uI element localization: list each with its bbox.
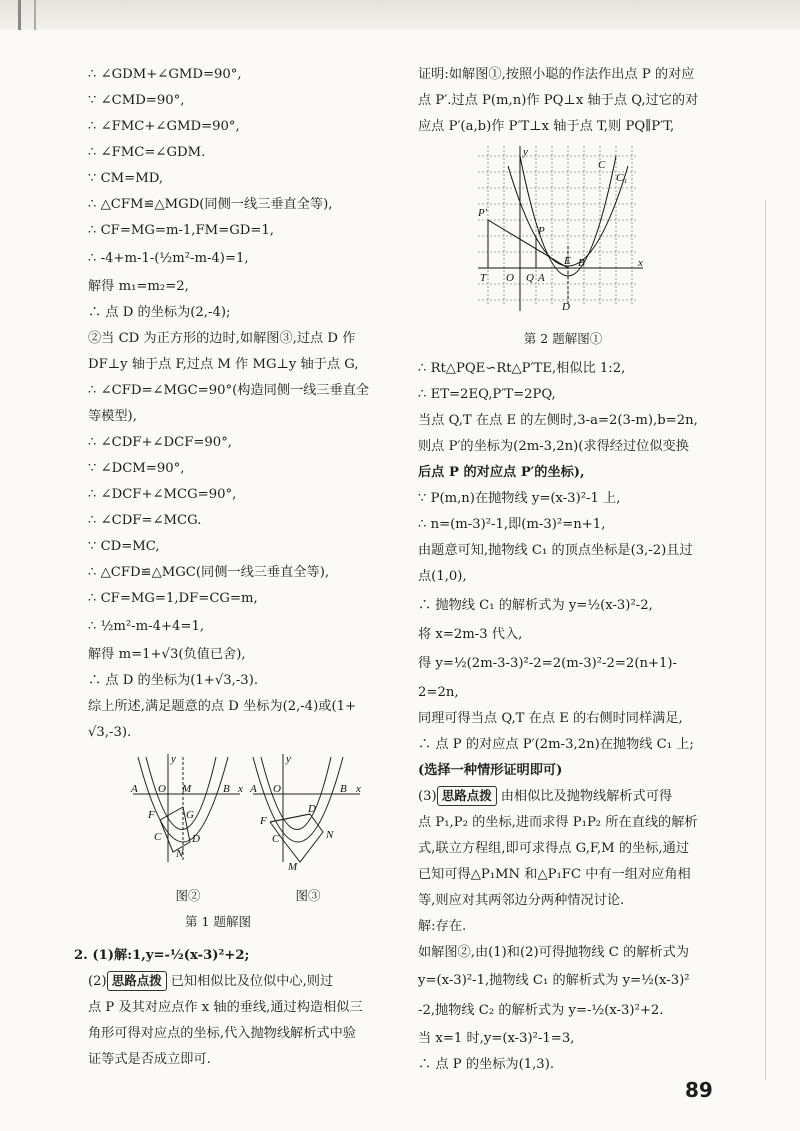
text-line: 证明:如解图①,按照小聪的作法作出点 P 的对应 xyxy=(418,67,695,82)
label-x: x xyxy=(638,257,643,269)
text-line: 如解图②,由(1)和(2)可得抛物线 C 的解析式为 xyxy=(418,945,690,960)
label-A: A xyxy=(250,783,257,795)
text-line: ∴ ∠CDF+∠DCF=90°, xyxy=(88,435,232,450)
text-line: 解得 m₁=m₂=2, xyxy=(88,279,189,294)
binding-mark xyxy=(34,0,36,30)
text-line: ∴ ET=2EQ,P′T=2PQ, xyxy=(418,387,556,402)
label-T: T xyxy=(480,272,487,284)
text-line: (2) 思路点拨 已知相似比及位似中心,则过 xyxy=(88,973,334,989)
text-line: ∴ 点 P 的对应点 P′(2m-3,2n)在抛物线 C₁ 上; xyxy=(418,737,694,752)
left-column xyxy=(74,62,388,1073)
text-line: 同理可得当点 Q,T 在点 E 的右侧时同样满足, xyxy=(418,711,683,726)
label-O: O xyxy=(273,783,281,795)
text-line: ∴ CF=MG=m-1,FM=GD=1, xyxy=(88,223,274,238)
text-line: 角形可得对应点的坐标,代入抛物线解析式中验 xyxy=(88,1026,356,1041)
label-x: x xyxy=(238,783,243,795)
figure-2-graph xyxy=(478,146,648,316)
text-line: ∴ -4+m-1-(½m²-m-4)=1, xyxy=(88,251,249,266)
text-line: ②当 CD 为正方形的边时,如解图③,过点 D 作 xyxy=(88,331,356,346)
label-A: A xyxy=(538,272,545,284)
text-line: 2. (1)解:1,y=-½(x-3)²+2; xyxy=(74,948,250,963)
label-D: D xyxy=(562,301,570,313)
text-line: 已知可得△P₁MN 和△P₁FC 中有一组对应角相 xyxy=(418,867,691,882)
scan-top-band xyxy=(0,0,800,30)
label-A: A xyxy=(131,783,138,795)
text-line: √3,-3). xyxy=(88,725,132,740)
text-line: ∵ CD=MC, xyxy=(88,539,160,554)
text-line: ∴ ∠FMC=∠GDM. xyxy=(88,145,206,160)
label-y: y xyxy=(171,753,176,765)
text-line: 得 y=½(2m-3-3)²-2=2(m-3)²-2=2(n+1)- xyxy=(418,656,678,671)
label-C: C xyxy=(272,833,280,845)
label-x: x xyxy=(356,783,361,795)
label-M: M xyxy=(288,861,298,873)
text-line: ∴ ∠GDM+∠GMD=90°, xyxy=(88,67,242,82)
text-line: (选择一种情形证明即可) xyxy=(418,763,563,778)
label-N: N xyxy=(176,848,184,860)
text-span: 已知相似比及位似中心,则过 xyxy=(170,974,334,989)
text-line: 当 x=1 时,y=(x-3)²-1=3, xyxy=(418,1031,575,1046)
text-line: ∵ ∠DCM=90°, xyxy=(88,461,185,476)
figure-caption: 第 2 题解图① xyxy=(523,331,603,346)
text-line: ∵ P(m,n)在抛物线 y=(x-3)²-1 上, xyxy=(418,491,621,506)
right-text-block xyxy=(418,356,718,784)
text-line: ∴ 抛物线 C₁ 的解析式为 y=½(x-3)²-2, xyxy=(418,598,653,613)
graph-3 xyxy=(253,754,360,862)
figure-2 xyxy=(478,146,648,352)
text-line: 式,联立方程组,即可求得点 G,F,M 的坐标,通过 xyxy=(418,841,690,856)
label-C1: C₁ xyxy=(616,172,628,184)
label-O: O xyxy=(158,783,166,795)
text-line: 将 x=2m-3 代入, xyxy=(418,627,523,642)
right-column xyxy=(418,62,718,1078)
label-B: B xyxy=(223,783,230,795)
label-B: B xyxy=(578,257,585,269)
text-line: ∴ ∠FMC+∠GMD=90°, xyxy=(88,119,240,134)
text-line: ∴ ½m²-m-4+4=1, xyxy=(88,619,205,634)
text-line: 当点 Q,T 在点 E 的左侧时,3-a=2(3-m),b=2n, xyxy=(418,413,698,428)
text-line: 解得 m=1+√3(负值已舍), xyxy=(88,647,246,662)
text-line: y=(x-3)²-1,抛物线 C₁ 的解析式为 y=½(x-3)² xyxy=(418,973,690,988)
label-y: y xyxy=(286,753,291,765)
text-line: 2=2n, xyxy=(418,685,459,700)
label-O: O xyxy=(506,272,514,284)
text-line: -2,抛物线 C₂ 的解析式为 y=-½(x-3)²+2. xyxy=(418,1003,664,1018)
page-edge-line xyxy=(765,200,766,1080)
text-line: ∴ 点 D 的坐标为(2,-4); xyxy=(88,305,231,320)
text-line: ∴ ∠CFD=∠MGC=90°(构造同侧一线三垂直全 xyxy=(88,383,370,398)
text-line: ∵ ∠CMD=90°, xyxy=(88,93,185,108)
text-line: ∵ CM=MD, xyxy=(88,171,164,186)
label-C: C xyxy=(598,159,606,171)
question-3-block xyxy=(418,784,718,1078)
label-y: y xyxy=(523,146,528,158)
text-line: 点(1,0), xyxy=(418,569,467,584)
text-line: 等,则应对其两邻边分两种情况讨论. xyxy=(418,893,625,908)
left-text-block xyxy=(88,62,388,746)
label-D: D xyxy=(192,833,200,845)
label-E: E xyxy=(564,255,571,267)
label-P: P xyxy=(538,225,545,237)
text-line: ∴ 点 P 的坐标为(1,3). xyxy=(418,1057,555,1072)
figure-caption: 第 1 题解图 xyxy=(185,914,251,929)
hint-badge: 思路点拨 xyxy=(107,971,167,991)
text-line: 应点 P′(a,b)作 P′T⊥x 轴于点 T,则 PQ∥P′T, xyxy=(418,119,675,134)
figure-1-graphs xyxy=(128,752,368,877)
text-line xyxy=(418,784,718,810)
text-line: 则点 P′的坐标为(2m-3,2n)(求得经过位似变换 xyxy=(418,439,689,454)
binding-mark xyxy=(18,0,21,30)
figure-label: 图② xyxy=(175,888,201,903)
page-number: 89 xyxy=(685,1078,713,1102)
figure-label: 图③ xyxy=(295,888,321,903)
label-N: N xyxy=(326,829,334,841)
text-line: 综上所述,满足题意的点 D 坐标为(2,-4)或(1+ xyxy=(88,699,357,714)
text-line: ∴ △CFD≌△MGC(同侧一线三垂直全等), xyxy=(88,565,330,580)
text-line: ∴ △CFM≌△MGD(同侧一线三垂直全等), xyxy=(88,197,333,212)
text-line: 点 P′.过点 P(m,n)作 PQ⊥x 轴于点 Q,过它的对 xyxy=(418,93,699,108)
text-line: 由题意可知,抛物线 C₁ 的顶点坐标是(3,-2)且过 xyxy=(418,543,693,558)
text-span: (3) xyxy=(418,789,437,804)
label-M: M xyxy=(182,783,192,795)
text-line: 点 P 及其对应点作 x 轴的垂线,通过构造相似三 xyxy=(88,1000,363,1015)
label-B: B xyxy=(340,783,347,795)
text-line: 等模型), xyxy=(88,409,137,424)
label-F: F xyxy=(148,809,155,821)
question-2-block xyxy=(74,943,388,1073)
text-line: ∴ ∠CDF=∠MCG. xyxy=(88,513,202,528)
text-line: DF⊥y 轴于点 F,过点 M 作 MG⊥y 轴于点 G, xyxy=(88,357,359,372)
label-C: C xyxy=(154,831,162,843)
text-line: ∴ 点 D 的坐标为(1+√3,-3). xyxy=(88,673,259,688)
text-line: 证等式是否成立即可. xyxy=(88,1052,211,1067)
figure-1 xyxy=(128,752,368,935)
label-G: G xyxy=(186,809,194,821)
text-line: 后点 P 的对应点 P′的坐标), xyxy=(418,465,585,480)
text-line: ∴ CF=MG=1,DF=CG=m, xyxy=(88,591,258,606)
text-line: ∴ Rt△PQE∽Rt△P′TE,相似比 1:2, xyxy=(418,361,626,376)
graph-2 xyxy=(133,754,240,862)
label-Q: Q xyxy=(526,272,534,284)
text-line: ∴ ∠DCF+∠MCG=90°, xyxy=(88,487,237,502)
label-D: D xyxy=(308,803,316,815)
hint-badge: 思路点拨 xyxy=(437,786,497,806)
text-span: 由相似比及抛物线解析式可得 xyxy=(500,789,673,804)
text-line: ∴ n=(m-3)²-1,即(m-3)²=n+1, xyxy=(418,517,606,532)
label-F: F xyxy=(260,815,267,827)
text-line: 解:存在. xyxy=(418,919,467,934)
label-P-prime: P′ xyxy=(478,207,488,219)
text-line: 点 P₁,P₂ 的坐标,进而求得 P₁P₂ 所在直线的解析 xyxy=(418,815,698,830)
figure-1-sublabels xyxy=(128,883,368,909)
